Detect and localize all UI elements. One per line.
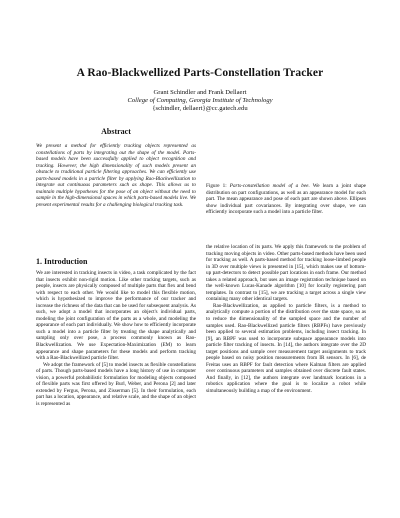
paper-affiliation: College of Computing, Georgia Institute of Technology bbox=[127, 97, 273, 104]
figure-caption bbox=[206, 183, 366, 216]
paper-title: A Rao-Blackwellized Parts-Constellation Tracker bbox=[76, 67, 324, 79]
introduction-heading: 1. Introduction bbox=[36, 257, 88, 266]
abstract-heading: Abstract bbox=[101, 127, 131, 136]
abstract-text: We present a method for efficiently tracking objects represented as constellations of parts by integrating out the shape of the model. Parts-based models have been successfully applied to object recognition and tracking. However, the high dimensionality of such models present an obstacle to traditional particle filtering approaches. We can efficiently use parts-based models in a particle filter by applying Rao-Blackwellization to integrate out continuous parameters such as shape. This allows us to maintain multiple hypotheses for the pose of an object without the need to sample in the high-dimensional spaces in which parts-based models live. We present experimental results for a challenging biological tracking task. bbox=[36, 143, 196, 208]
right-paragraph: the relative location of its parts. We apply this framework to the problem of tracking moving objects in video. Other parts-based methods have been used for tracking as well. A parts-based method for tracking loose-limbed people in 3D over multiple views is presented in [15], which makes use of bottom-up part-detectors to detect possible part locations in each frame. Our method takes a related approach, but uses an image registration technique based on the well-known Lucas-Kanade algorithm [10] for locally registering part templates. In contrast to [15], we are tracking a target across a single view containing many other identical targets. bbox=[206, 244, 366, 303]
figure-caption-label: Figure 1: bbox=[206, 183, 227, 189]
paper-email: {schindler, dellaert}@cc.gatech.edu bbox=[152, 105, 248, 112]
figure-caption-text: We learn a joint shape distribution on part configurations, as well as an appearance model for each part. The mean appearance and pose of each part are shown above. Ellipses show individual part covariances. By integrating over shape, we can efficiently incorporate such a model into a particle filter. bbox=[206, 183, 366, 216]
intro-paragraph: We are interested in tracking insects in video, a task complicated by the fact that insects exhibit non-rigid motion. Like other tracking targets, such as people, insects are physically composed of multiple parts that flex and bend with respect to each other. We would like to model this flexible motion, which is hypothesized to improve the performance of our tracker and increase the richness of the data that can be used for subsequent analysis. As such, we adopt a model that incorporates an object's individual parts, modeling the joint configuration of the parts as a whole, and modeling the appearance of each part individually. We show how to efficiently incorporate such a model into a particle filter by treating the shape analytically and sampling only over pose, a process commonly known as Rao-Blackwellization. We use Expectation-Maximization (EM) to learn appearance and shape parameters for these models and perform tracking with a Rao-Blackwellized particle filter. bbox=[36, 270, 196, 362]
figure-1-image bbox=[206, 126, 366, 178]
paper-authors: Grant Schindler and Frank Dellaert bbox=[153, 89, 247, 96]
right-paragraph: Rao-Blackwellization, as applied to particle filters, is a method to analytically compute a portion of the distribution over the state space, so as to reduce the dimensionality of the sampled space and the number of samples used. Rao-Blackwellized particle filters (RBPFs) have previously been applied to several estimation problems, including insect tracking. In [9], an RBPF was used to incorporate subspace appearance models into particle filter tracking of insects. In [14], the authors integrate over the 2D target positions and sample over measurement target assignments to track people based on noisy position measurements from IR sensors. In [6], de Freitas uses an RBPF for fault detection where Kalman filters are applied over continuous parameters and samples obtained over discrete fault states. And finally, in [12], the authors integrate over landmark locations in a robotics application where the goal is to localize a robot while simultaneously building a map of the environment. bbox=[206, 302, 366, 395]
figure-caption-title: Parts-constellation model of a bee. bbox=[229, 183, 310, 189]
introduction-body bbox=[36, 270, 196, 407]
intro-paragraph: We adopt the framework of [5] to model insects as flexible constellations of parts. Though parts-based models have a long history of use in computer vision, a powerful probabilistic formulation for modeling objects composed of flexible parts was first offered by Burl, Weber, and Perona [2] and later extended by Fergus, Perona, and Zisserman [5]. In their formulation, each part has a location, appearance, and relative scale, and the shape of an object is represented as bbox=[36, 361, 196, 407]
right-column-body bbox=[206, 244, 366, 395]
